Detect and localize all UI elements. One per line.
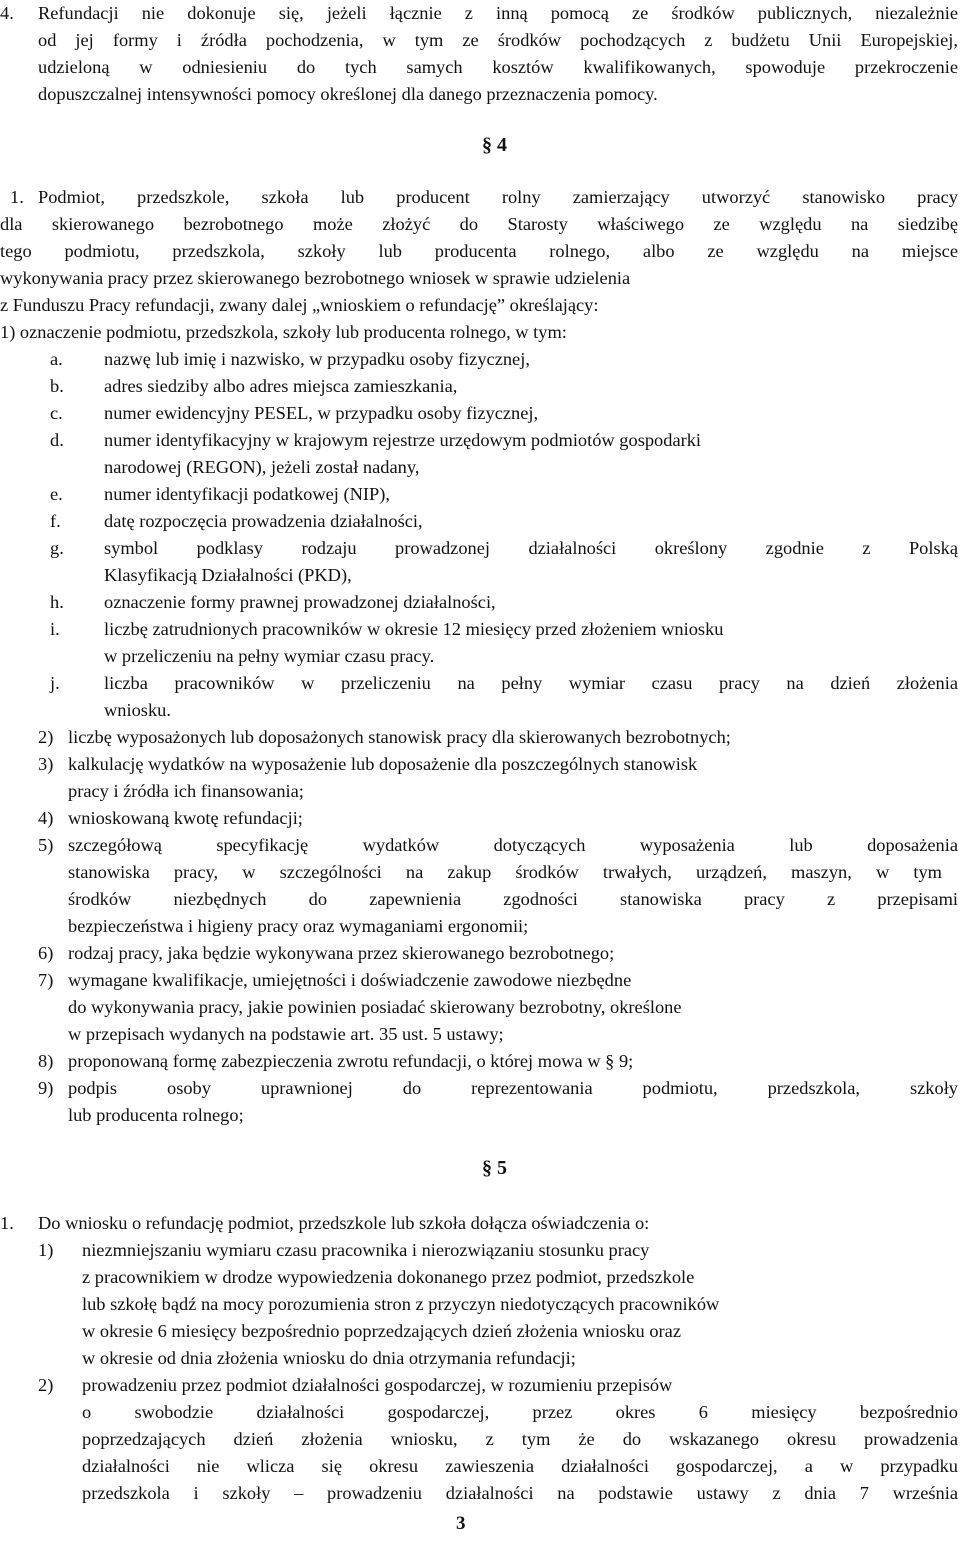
- list-item: kalkulację wydatków na wyposażenie lub doposażenie dla poszczególnych stanowisk: [68, 754, 698, 774]
- list-number: 5): [38, 835, 54, 855]
- text-line: dopuszczalnej intensywności pomocy określonej dla danego przeznaczenia pomocy.: [38, 84, 658, 104]
- text-line: dla skierowanego bezrobotnego może złożyć do Starosty właściwego ze względu na siedzibę: [0, 214, 958, 234]
- paragraph-4: [0, 0, 960, 108]
- text-line: udzieloną w odniesieniu do tych samych kosztów kwalifikowanych, spowoduje przekroczenie: [38, 57, 958, 77]
- list-item: wnioskowaną kwotę refundacji;: [68, 808, 303, 828]
- list-letter: g.: [50, 538, 64, 558]
- list-item: symbol podklasy rodzaju prowadzonej działalności określony zgodnie z Polską: [104, 538, 958, 558]
- list-letter: b.: [50, 376, 64, 396]
- text-line: wykonywania pracy przez skierowanego bezrobotnego wniosek w sprawie udzielenia: [0, 268, 631, 288]
- list-number: 2): [38, 1375, 54, 1395]
- list-item: oznaczenie formy prawnej prowadzonej działalności,: [104, 592, 496, 612]
- list-item: proponowaną formę zabezpieczenia zwrotu refundacji, o której mowa w § 9;: [68, 1051, 634, 1071]
- list-item-continuation: narodowej (REGON), jeżeli został nadany,: [104, 457, 420, 477]
- list-item-continuation: środków niezbędnych do zapewnienia zgodności stanowiska pracy z przepisami: [68, 889, 958, 909]
- list-item-continuation: lub producenta rolnego;: [68, 1105, 244, 1125]
- text-line: Podmiot, przedszkole, szkoła lub producent rolny zamierzający utworzyć stanowisko pracy: [38, 187, 958, 207]
- page-number: 3: [456, 1513, 466, 1534]
- text-line: z Funduszu Pracy refundacji, zwany dalej „wnioskiem o refundację” określający:: [0, 295, 599, 315]
- list-item: wymagane kwalifikacje, umiejętności i doświadczenie zawodowe niezbędne: [68, 970, 632, 990]
- list-item-continuation: w przepisach wydanych na podstawie art. 35 ust. 5 ustawy;: [68, 1024, 504, 1044]
- section-4-point-1: [0, 184, 960, 346]
- list-number: 3): [38, 754, 54, 774]
- list-item-1: 1) oznaczenie podmiotu, przedszkola, szkoły lub producenta rolnego, w tym:: [0, 322, 567, 342]
- list-item: szczegółową specyfikację wydatków dotyczących wyposażenia lub doposażenia: [68, 835, 958, 855]
- list-item: numer ewidencyjny PESEL, w przypadku osoby fizycznej,: [104, 403, 539, 423]
- list-number: 8): [38, 1051, 54, 1071]
- list-letter: e.: [50, 484, 63, 504]
- list-item: numer identyfikacji podatkowej (NIP),: [104, 484, 390, 504]
- list-item-continuation: działalności nie wlicza się okresu zawieszenia działalności gospodarczej, a w przypadku: [82, 1456, 958, 1476]
- list-item: prowadzeniu przez podmiot działalności gospodarczej, w rozumieniu przepisów: [82, 1375, 673, 1395]
- text-line: Do wniosku o refundację podmiot, przedszkole lub szkoła dołącza oświadczenia o:: [38, 1213, 650, 1233]
- list-item-continuation: lub szkołę bądź na mocy porozumienia stron z przyczyn niedotyczących pracowników: [82, 1294, 720, 1314]
- list-number: 1): [38, 1240, 54, 1260]
- list-item-continuation: poprzedzających dzień złożenia wniosku, z tym że do wskazanego okresu prowadzenia: [82, 1429, 958, 1449]
- section-5-point-1: [0, 1210, 960, 1507]
- list-item-continuation: w okresie od dnia złożenia wniosku do dnia otrzymania refundacji;: [82, 1348, 576, 1368]
- list-number: 2): [38, 727, 54, 747]
- list-item: liczbę zatrudnionych pracowników w okresie 12 miesięcy przed złożeniem wniosku: [104, 619, 724, 639]
- text-line: od jej formy i źródła pochodzenia, w tym ze środków pochodzących z budżetu Unii Europejskiej,: [38, 30, 958, 50]
- list-item-continuation: o swobodzie działalności gospodarczej, przez okres 6 miesięcy bezpośrednio: [82, 1402, 958, 1422]
- list-letter: h.: [50, 592, 64, 612]
- list-item: podpis osoby uprawnionej do reprezentowania podmiotu, przedszkola, szkoły: [68, 1078, 958, 1098]
- list-number: 9): [38, 1078, 54, 1098]
- list-item-continuation: pracy i źródła ich finansowania;: [68, 781, 304, 801]
- list-letter: j.: [50, 673, 60, 693]
- list-item-continuation: do wykonywania pracy, jakie powinien posiadać skierowany bezrobotny, określone: [68, 997, 682, 1017]
- numbered-list: [0, 724, 960, 1129]
- list-item-continuation: z pracownikiem w drodze wypowiedzenia dokonanego przez podmiot, przedszkole: [82, 1267, 695, 1287]
- list-letter: c.: [50, 403, 63, 423]
- list-number: 6): [38, 943, 54, 963]
- point-number: 1.: [0, 1213, 14, 1233]
- list-item: nazwę lub imię i nazwisko, w przypadku osoby fizycznej,: [104, 349, 530, 369]
- list-item-continuation: Klasyfikacją Działalności (PKD),: [104, 565, 352, 585]
- list-item: niezmniejszaniu wymiaru czasu pracownika i nierozwiązaniu stosunku pracy: [82, 1240, 650, 1260]
- list-number: 7): [38, 970, 54, 990]
- text-line: Refundacji nie dokonuje się, jeżeli łącznie z inną pomocą ze środków publicznych, niezależnie: [38, 3, 958, 23]
- section-heading-4: § 4: [482, 134, 507, 156]
- list-item-continuation: przedszkola i szkoły – prowadzeniu działalności na podstawie ustawy z dnia 7 września: [82, 1483, 958, 1503]
- list-item: liczbę wyposażonych lub doposażonych stanowisk pracy dla skierowanych bezrobotnych;: [68, 727, 731, 747]
- list-number: 4): [38, 808, 54, 828]
- list-item: datę rozpoczęcia prowadzenia działalności,: [104, 511, 423, 531]
- list-item: liczba pracowników w przeliczeniu na pełny wymiar czasu pracy na dzień złożenia: [104, 673, 958, 693]
- list-item-continuation: wniosku.: [104, 700, 171, 720]
- list-letter: d.: [50, 430, 64, 450]
- list-item-continuation: w okresie 6 miesięcy bezpośrednio poprzedzających dzień złożenia wniosku oraz: [82, 1321, 681, 1341]
- list-item-continuation: w przeliczeniu na pełny wymiar czasu pracy.: [104, 646, 435, 666]
- list-letter: a.: [50, 349, 63, 369]
- lettered-list: [0, 346, 960, 724]
- paragraph-number: 4.: [0, 3, 14, 23]
- list-item-continuation: bezpieczeństwa i higieny pracy oraz wymaganiami ergonomii;: [68, 916, 529, 936]
- list-letter: f.: [50, 511, 61, 531]
- list-item: adres siedziby albo adres miejsca zamieszkania,: [104, 376, 458, 396]
- list-item: numer identyfikacyjny w krajowym rejestrze urzędowym podmiotów gospodarki: [104, 430, 702, 450]
- point-number: 1.: [10, 187, 24, 207]
- list-item: rodzaj pracy, jaka będzie wykonywana przez skierowanego bezrobotnego;: [68, 943, 615, 963]
- text-line: tego podmiotu, przedszkola, szkoły lub producenta rolnego, albo ze względu na miejsce: [0, 241, 958, 261]
- list-letter: i.: [50, 619, 60, 639]
- list-item-continuation: stanowiska pracy, w szczególności na zakup środków trwałych, urządzeń, maszyn, w tym: [68, 862, 942, 882]
- section-heading-5: § 5: [482, 1157, 507, 1179]
